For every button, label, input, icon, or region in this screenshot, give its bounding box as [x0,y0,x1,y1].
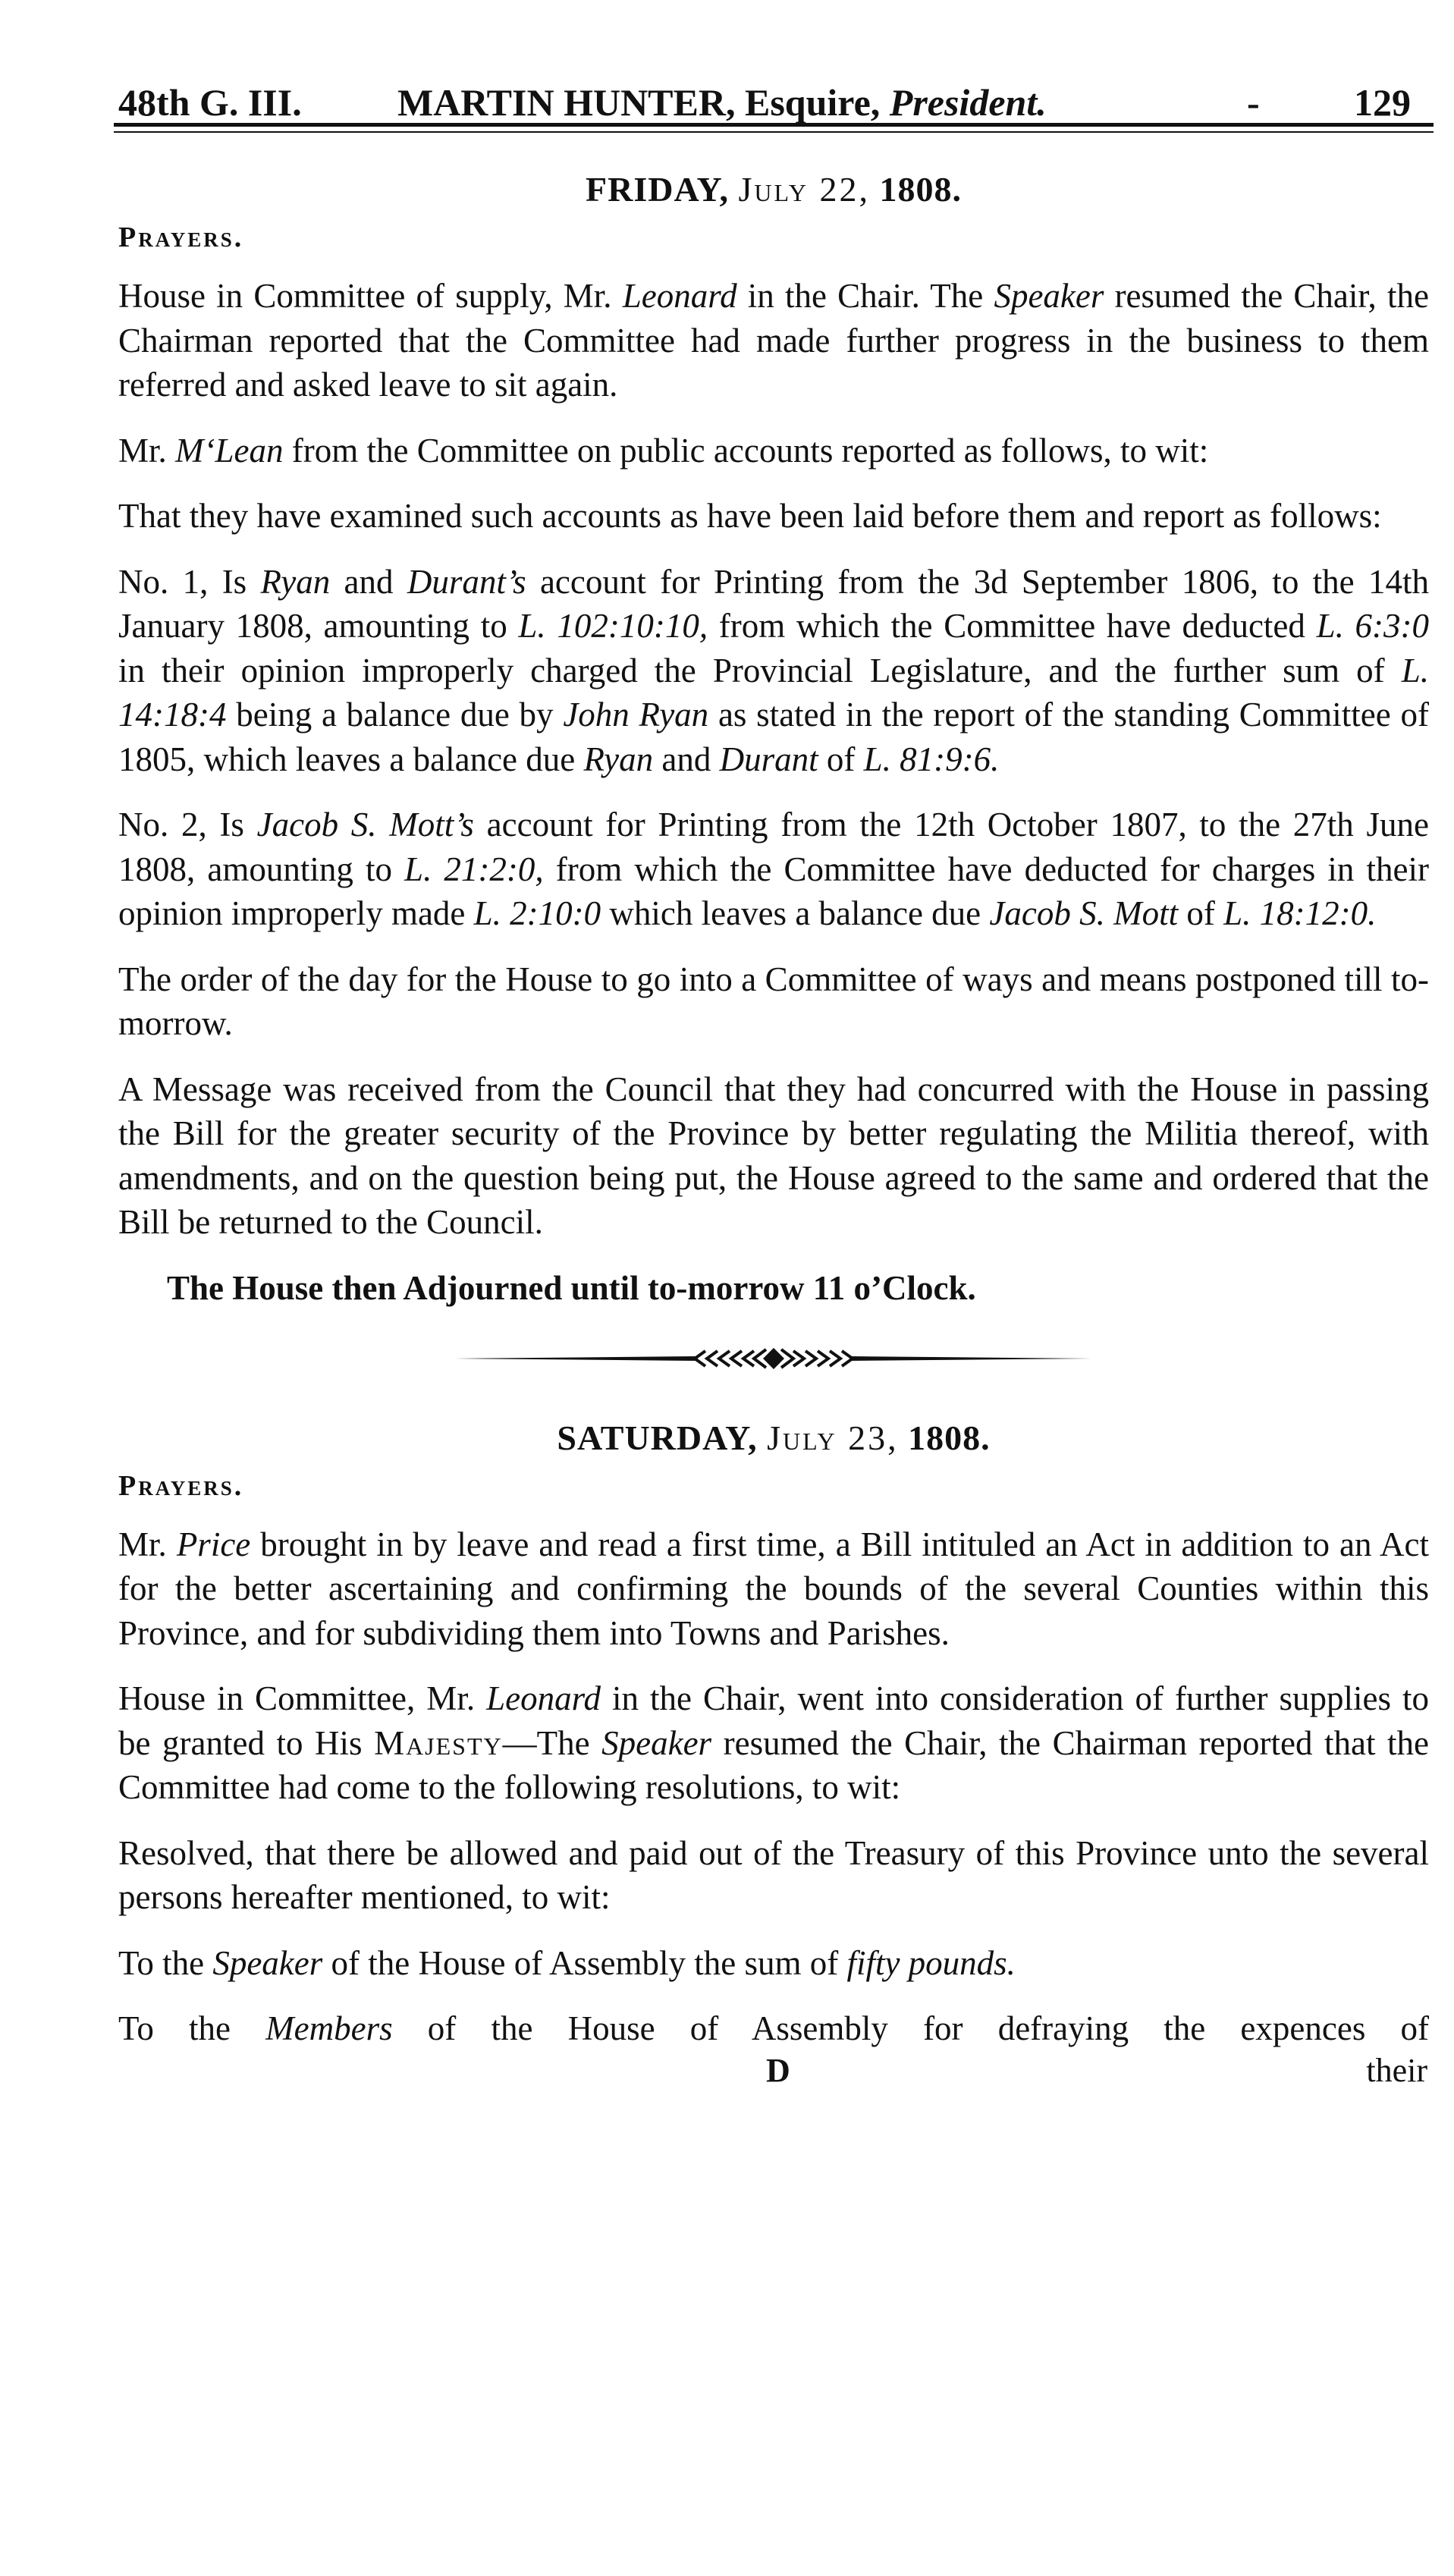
ornamental-divider [448,1343,1100,1374]
esquire-text: Esquire, [744,81,881,124]
signature-mark: D [766,2051,790,2089]
paragraph-public-accounts [118,429,1429,473]
name-mott: Jacob S. Mott [989,894,1179,932]
running-head-dash: - [1247,81,1260,124]
name-leonard: Leonard [486,1679,601,1717]
header-rule [114,131,1434,133]
text-run: and [653,740,720,778]
text-run: To the [118,2009,266,2047]
text-run: House in Committee, Mr. [118,1679,487,1717]
amount: L. 18:12:0. [1223,894,1377,932]
name-john-ryan: John Ryan [563,696,709,734]
date-heading-saturday [114,1416,1434,1460]
text-run: account for Printing from the 3d September 1806, to the 14th January 1808, amounting to [118,562,1429,645]
weekday: SATURDAY, [557,1418,758,1457]
paragraph-account-no2 [118,803,1429,936]
paragraph-speaker-sum [118,1941,1429,1986]
name-members: Members [265,2009,393,2047]
majesty-text: Majesty [374,1723,503,1762]
name-mclean: M‘Lean [175,431,284,470]
amount: L. 81:9:6. [863,740,1000,778]
amount: L. 21:2:0, [404,850,544,888]
paragraph-members [118,2006,1429,2051]
name-speaker: Speaker [601,1723,712,1762]
text-run: in the Chair. The [736,277,994,315]
name-leonard: Leonard [622,277,737,315]
text-run: in the Chair, went into consideration of further supplies to be granted to His [118,1679,1429,1762]
amount: L. 14:18:4 [118,651,1429,734]
name-price: Price [176,1525,251,1563]
text-run: —The [502,1723,602,1762]
prayers-heading: Prayers. [118,1469,244,1502]
amount: L. 6:3:0 [1316,607,1430,645]
adjournment-line: The House then Adjourned until to-morrow 11 o’Clock. [167,1268,976,1307]
text-run: as stated in the report of the standing Committee of 1805, which leaves a balance due [118,696,1429,778]
name-speaker: Speaker [212,1943,323,1982]
running-head [114,73,1434,127]
text-run: of [818,740,864,778]
month-day: July 23, [767,1418,899,1457]
running-head-title [397,77,1047,127]
president-name: MARTIN HUNTER, [397,81,736,124]
prayers-heading: Prayers. [118,221,244,253]
text-run: from the Committee on public accounts reported as follows, to wit: [283,431,1209,470]
year: 1808. [908,1418,991,1457]
text-run: No. 1, Is [118,562,261,601]
name-mott: Jacob S. Mott’s [256,806,474,843]
year: 1808. [879,170,962,209]
text-run: resumed the Chair, the Chairman reported that the Committee had made further progress in the business to them referred and asked leave to sit again. [118,277,1429,404]
text-run: Mr. [118,431,176,470]
text-run: No. 2, Is [118,806,257,843]
page-number: 129 [1354,81,1411,124]
regnal-year: 48th G. III. [118,81,302,124]
text-run: resumed the Chair, the Chairman reported that the Committee had come to the following resolutions, to wit: [118,1723,1429,1806]
paragraph-committee-supply [118,274,1429,407]
name-durant: Durant [719,740,818,778]
name-ryan: Ryan [260,562,331,601]
amount: L. 102:10:10, [518,607,708,645]
catchword: their [1366,2051,1427,2089]
name-ryan: Ryan [583,740,654,778]
text-run: of the House of Assembly for defraying the expences of [392,2009,1429,2047]
paragraph-council-message: A Message was received from the Council that they had concurred with the House in passing the Bill for the greater security of the Province by better regulating the Militia thereof, with amendments, and on the question being put, the House agreed to the same and ordered that the Bill be returned to the Council. [118,1070,1429,1241]
amount: L. 2:10:0 [473,894,601,932]
text-run: account for Printing from the 12th October 1807, to the 27th June 1808, amounting to [118,806,1430,888]
sum-text: fifty pounds. [846,1943,1016,1982]
name-speaker: Speaker [994,277,1104,315]
paragraph-order-of-day: The order of the day for the House to go into a Committee of ways and means postponed till to-morrow. [118,960,1429,1042]
text-run: of the House of Assembly the sum of [322,1943,847,1982]
text-run: of [1178,894,1224,932]
paragraph-examined: That they have examined such accounts as have been laid before them and report as follows: [118,497,1382,535]
date-heading-friday [114,168,1434,212]
text-run: House in Committee of supply, Mr. [118,277,623,315]
text-run: in their opinion improperly charged the Provincial Legislature, and the further sum of [118,651,1402,690]
text-run: Mr. [118,1525,177,1563]
paragraph-resolved: Resolved, that there be allowed and paid out of the Treasury of this Province unto the several persons hereafter mentioned, to wit: [118,1833,1429,1916]
text-run: from which the Committee have deducted for charges in their opinion improperly made [118,850,1429,932]
month-day: July 22, [738,170,870,209]
text-run: being a balance due by [226,696,564,734]
text-run: To the [118,1943,213,1982]
page [114,73,1434,2097]
text-run: from which the Committee have deducted [708,607,1317,645]
paragraph-further-supplies [118,1676,1429,1810]
paragraph-account-no1 [118,560,1429,782]
text-run: brought in by leave and read a first time, a Bill intituled an Act in addition to an Act for the better ascertaining and confirming the bounds of the several Counties within this Province, and for subdividing them into Towns and Parishes. [118,1525,1429,1652]
text-run: and [330,562,407,601]
text-run: which leaves a balance due [601,894,990,932]
paragraph-bill-counties [118,1522,1429,1656]
page-footer [114,2051,1434,2097]
president-title: President. [889,81,1047,124]
name-durant: Durant’s [407,562,526,601]
weekday: FRIDAY, [586,170,729,209]
